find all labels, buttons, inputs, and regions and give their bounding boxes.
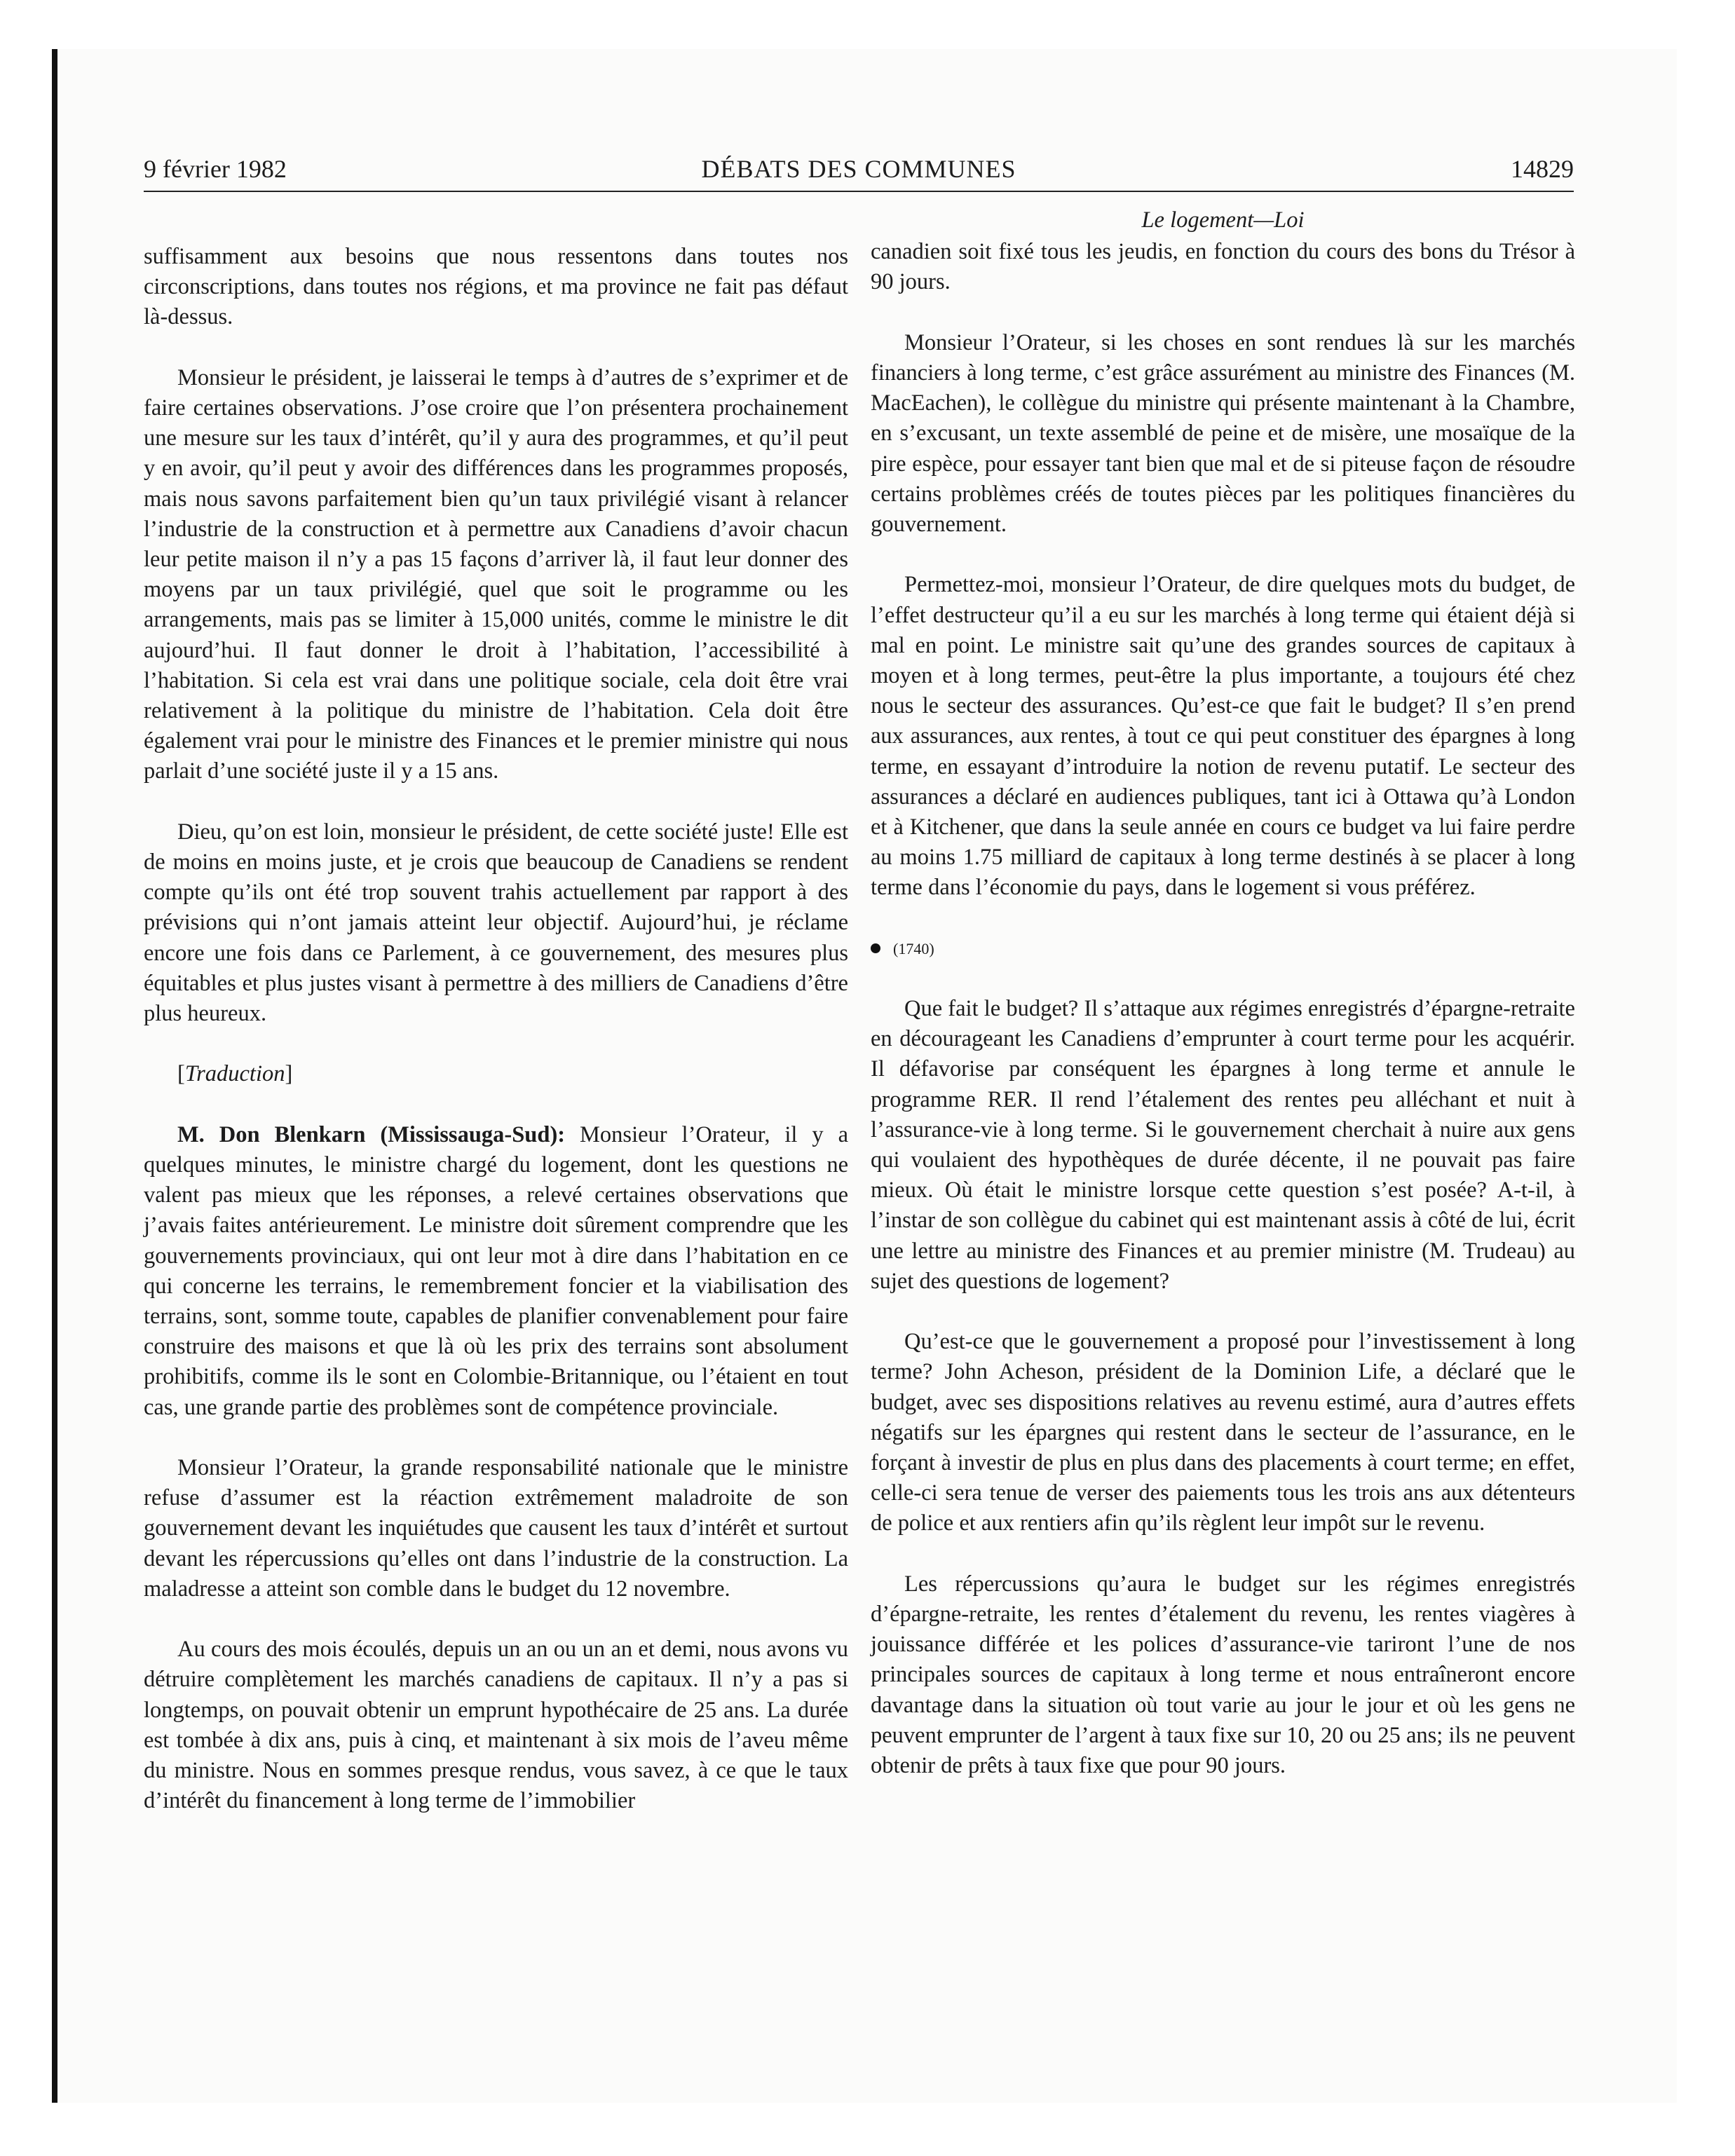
right-paragraph-6: Les répercussions qu’aura le budget sur les régimes enregistrés d’épargne-retraite, les rentes d’étalement du revenu, les rentes viagères à jouissance différée et les polices d’assurance-vie tariront l’une de nos principales sources de capitaux à long terme et nous entraîneront encore davantage dans la situation où tout varie au jour le jour et où les gens ne peuvent emprunter de l’argent à taux fixe sur 10, 20 ou 25 ans; ils ne peuvent obtenir de prêts à taux fixe que pour 90 jours. (871, 1571, 1575, 1779)
translation-word: Traduction (184, 1061, 285, 1087)
left-paragraph-5: Monsieur l’Orateur, la grande responsabilité nationale que le ministre refuse d’assumer est la réaction extrêmement maladroite de son gouvernement devant les inquiétudes que causent les taux d’intérêt et surtout devant les répercussions qu’elles ont dans l’industrie de la construction. La maladresse a atteint son comble dans le budget du 12 novembre. (144, 1455, 848, 1602)
scan-binding-edge (52, 49, 57, 2103)
page-header (144, 149, 1574, 192)
speech-text: Monsieur l’Orateur, il y a quelques minutes, le ministre chargé du logement, dont les questions ne valent pas mieux que les réponses, a relevé certaines observations que j’avais faites antérieurement. Le ministre doit sûrement comprendre que les gouvernements provinciaux, qui ont leur mot à dire dans l’habitation en ce qui concerne les terrains, le remembrement foncier et la viabilisation des terrains, sont, somme toute, capables de planifier convenablement pour faire construire des maisons et que là où les prix des terrains sont absolument prohibitifs, comme ils le sont en Colombie-Britannique, ou l’étaient en tout cas, une grande partie des problèmes sont de compétence provinciale. (144, 1121, 848, 1420)
speaker-name: M. Don Blenkarn (Mississauga-Sud): (177, 1121, 566, 1147)
header-page-number: 14829 (1511, 155, 1574, 183)
time-marker (871, 934, 1575, 964)
left-paragraph-3: Dieu, qu’on est loin, monsieur le président, de cette société juste! Elle est de moins en moins juste, et je crois que beaucoup de Canadiens se rendent compte qu’ils ont été trop souvent trahis actuellement par rapport à des prévisions qui n’ont jamais atteint leur objectif. Aujourd’hui, je réclame encore une fois dans ce Parlement, à ce gouvernement, des mesures plus équitables et plus justes visant à permettre à des milliers de Canadiens d’être plus heureux. (144, 819, 848, 1027)
bullet-icon (871, 943, 880, 953)
left-paragraph-6: Au cours des mois écoulés, depuis un an ou un an et demi, nous avons vu détruire complètement les marchés canadiens de capitaux. Il n’y a pas si longtemps, on pouvait obtenir un emprunt hypothécaire de 25 ans. La durée est tombée à dix ans, puis à cinq, et maintenant à six mois de l’aveu même du ministre. Nous en sommes presque rendus, vous savez, à ce que le taux d’intérêt du financement à long terme de l’immobilier (144, 1637, 848, 1814)
left-paragraph-1: suffisamment aux besoins que nous ressentons dans toutes nos circonscriptions, dans toutes nos régions, et ma province ne fait pas défaut là-dessus. (144, 244, 848, 330)
right-paragraph-2: Monsieur l’Orateur, si les choses en sont rendues là sur les marchés financiers à long terme, c’est grâce assurément au ministre des Finances (M. MacEachen), le collègue du ministre qui présente maintenant à la Chambre, en s’excusant, un texte assemblé de peine et de misère, une mosaïque de la pire espèce, pour essayer tant bien que mal et de si piteuse façon de résoudre certains problèmes créés de toutes pièces par les politiques financières du gouvernement. (871, 329, 1575, 538)
translation-tag (144, 1059, 848, 1089)
translation-bracket-open: [ (177, 1061, 185, 1087)
right-paragraph-5: Qu’est-ce que le gouvernement a proposé pour l’investissement à long terme? John Acheson, président de la Dominion Life, a déclaré que le budget, avec ses dispositions relatives au revenu estimé, aura d’autres effets négatifs sur les épargnes qui restent dans le secteur de l’assurance, en le forçant à investir de plus en plus dans des placements à court terme; en effet, celle-ci sera tenue de verser des paiements tous les trois ans aux détenteurs de police et aux rentiers afin qu’ils règlent leur impôt sur le revenu. (871, 1329, 1575, 1536)
left-paragraph-2: Monsieur le président, je laisserai le temps à d’autres de s’exprimer et de faire certaines observations. J’ose croire que l’on présentera prochainement une mesure sur les taux d’intérêt, qu’il y aura des programmes, et qu’il peut y en avoir, qu’il peut y avoir des différences dans les programmes proposés, mais nous savons parfaitement bien qu’un taux privilégié visant à relancer l’industrie de la construction et à permettre aux Canadiens d’avoir chacun leur petite maison il n’y a pas 15 façons d’arriver là, il faut leur donner des moyens par un taux privilégié, quel que soit le programme ou les arrangements, mais pas se limiter à 15,000 unités, comme le ministre le dit aujourd’hui. Il faut donner le droit à l’habitation, l’accessibilité à l’habitation. Si cela est vrai dans une politique sociale, cela doit être vrai relativement à la politique du ministre de l’habitation. Cela doit être également vrai pour le ministre des Finances et le premier ministre qui nous parlait d’une société juste il y a 15 ans. (144, 364, 848, 784)
left-paragraph-4 (144, 1120, 848, 1423)
translation-bracket-close: ] (285, 1061, 293, 1087)
header-date: 9 février 1982 (144, 155, 287, 183)
right-paragraph-3: Permettez-moi, monsieur l’Orateur, de dire quelques mots du budget, de l’effet destructeur qu’il a eu sur les marchés à long terme qui étaient déjà si mal en point. Le ministre sait qu’une des grandes sources de capitaux à moyen et à long termes, peut-être la plus importante, a toujours été chez nous le secteur des assurances. Qu’est-ce que fait le budget? Il s’en prend aux assurances, aux rentes, à tout ce qui peut constituer des épargnes à long terme, en essayant d’introduire la notion de revenu putatif. Le secteur des assurances a déclaré en audiences publiques, tant ici à Ottawa qu’à London et à Kitchener, que dans la seule année en cours ce budget va lui faire perdre au moins 1.75 milliard de capitaux à long terme destinés à se placer à long terme dans l’économie du pays, dans le logement si vous préférez. (871, 572, 1575, 901)
left-column (144, 242, 848, 1816)
time-marker-label: (1740) (893, 939, 934, 957)
header-journal-title: DÉBATS DES COMMUNES (701, 155, 1016, 183)
right-paragraph-4: Que fait le budget? Il s’attaque aux régimes enregistrés d’épargne-retraite en décourageant les Canadiens d’emprunter à court terme pour les acquérir. Il défavorise par conséquent les épargnes à long terme et annule le programme RER. Il rend l’étalement des rentes peu alléchant et nuit à l’assurance-vie à long terme. Si le gouvernement cherchait à nuire aux gens qui voulaient des hypothèques de durée décente, il ne pouvait pas faire mieux. Où était le ministre lorsque cette question s’est posée? A-t-il, à l’instar de son collègue du cabinet qui est maintenant assis à côté de lui, écrit une lettre au ministre des Finances et au premier ministre (M. Trudeau) au sujet des questions de logement? (871, 996, 1575, 1294)
running-title: Le logement—Loi (1141, 207, 1305, 233)
right-column (871, 205, 1575, 1781)
right-paragraph-1: canadien soit fixé tous les jeudis, en fonction du cours des bons du Trésor à 90 jours. (871, 239, 1575, 295)
